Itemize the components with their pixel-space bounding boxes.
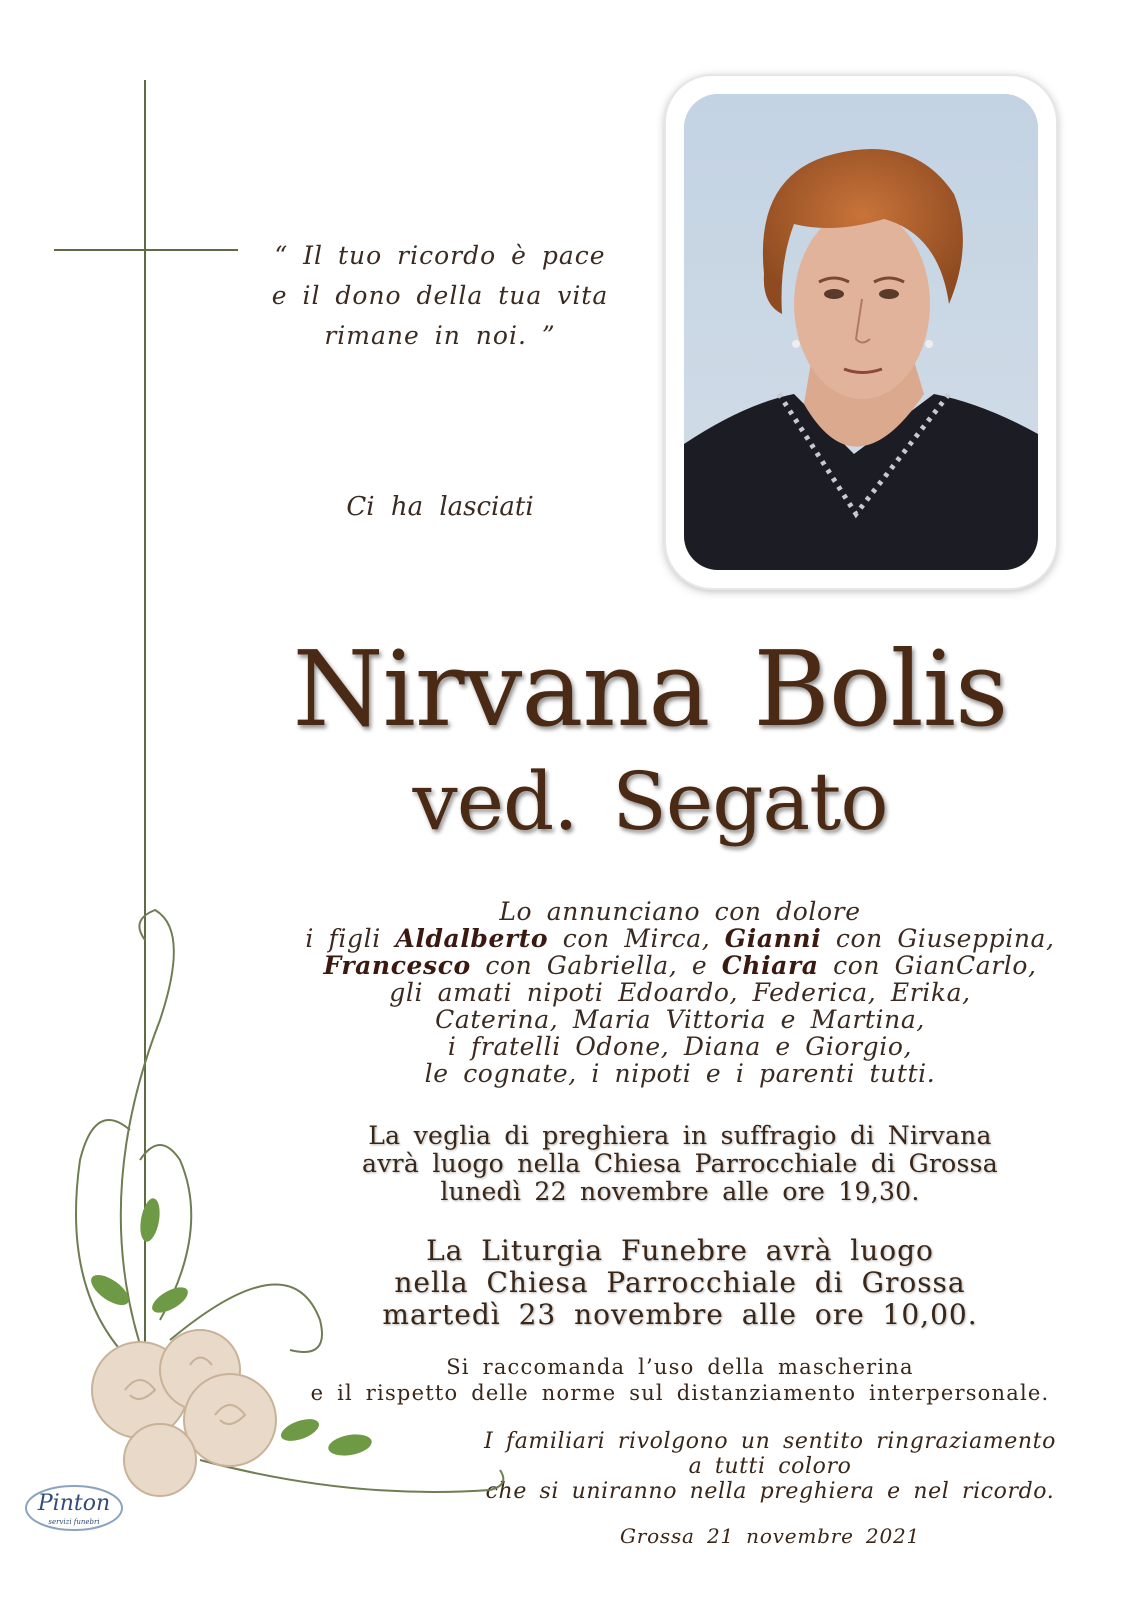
text-span: i figli [305,924,396,953]
funeral-line: La Liturgia Funebre avrà luogo [426,1234,934,1267]
portrait-illustration [684,94,1038,570]
announcement-line: gli amati nipoti Edoardo, Federica, Erika, [389,978,971,1007]
thanks-line: I familiari rivolgono un sentito ringraziamento [484,1429,1056,1454]
announcement-line: Lo annunciano con dolore [499,897,861,926]
announcement-line: Caterina, Maria Vittoria e Martina, [435,1005,925,1034]
vigil-line: avrà luogo nella Chiesa Parrocchiale di Grossa [362,1149,998,1178]
quote-line: rimane in noi. ” [324,321,556,350]
cross-horizontal-bar [54,249,238,251]
announcement-line: i fratelli Odone, Diana e Giorgio, [447,1032,913,1061]
memorial-quote [250,236,630,356]
thanks-notice [430,1429,1110,1504]
text-span: con Giuseppina, [821,924,1055,953]
text-span: con Mirca, [548,924,725,953]
child-name: Francesco [323,951,471,980]
mask-line: e il rispetto delle norme sul distanziamento interpersonale. [310,1381,1050,1405]
thanks-line: a tutti coloro [688,1454,852,1479]
funeral-line: nella Chiesa Parrocchiale di Grossa [394,1266,966,1299]
announcement-line: le cognate, i nipoti e i parenti tutti. [424,1059,936,1088]
logo-tagline: servizi funebri [48,1518,100,1526]
vigil-line: La veglia di preghiera in suffragio di Nirvana [368,1121,992,1150]
child-name: Aldalberto [395,924,549,953]
quote-line: “ Il tuo ricordo è pace [274,241,606,270]
mask-line: Si raccomanda l’uso della mascherina [446,1355,914,1379]
portrait-photo [684,94,1038,570]
thanks-line: che si uniranno nella preghiera e nel ricordo. [485,1479,1055,1504]
child-name: Chiara [721,951,819,980]
pinton-logo-icon [22,1482,126,1534]
vigil-line: lunedì 22 novembre alle ore 19,30. [440,1177,920,1206]
deceased-subtitle: ved. Segato [412,755,888,848]
deceased-name: Nirvana Bolis [292,628,1008,750]
child-name: Gianni [724,924,822,953]
rose-decoration-icon [50,900,530,1540]
text-span: con Gabriella, e [470,951,722,980]
logo-name: Pinton [37,1491,111,1516]
funeral-line: martedì 23 novembre alle ore 10,00. [382,1298,978,1331]
pinton-logo [22,1482,126,1534]
quote-line: e il dono della tua vita [271,281,609,310]
text-span: con GianCarlo, [818,951,1037,980]
place-date: Grossa 21 novembre 2021 [619,1524,921,1548]
intro-text: Ci ha lasciati [346,492,534,522]
